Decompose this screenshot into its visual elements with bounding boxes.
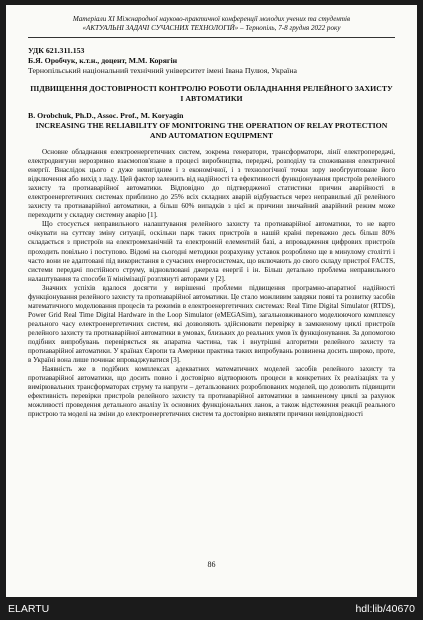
repository-label: ELARTU bbox=[8, 603, 50, 615]
udc-code: УДК 621.311.153 bbox=[28, 46, 85, 55]
page-number: 86 bbox=[207, 560, 216, 569]
authors-en: B. Orobchuk, Ph.D., Assoc. Prof., M. Koryagin bbox=[28, 111, 184, 120]
body-paragraph-3: Значних успіхів вдалося досягти у вирішенні проблеми підвищення програмно-апаратної надійності функціонування релейного захисту та протиаварійної автоматики. Це стало можливим завдяки появі та розвитку засобів математичного моделювання процесів та режимів в електроенергетичних системах: Real Time Digital Simulator (RTDS), Power Grid Real Time Digital Hardware in the Loop Simulator (eMEGASim), загальновживаного моделюючого комплексу реального часу електроенергетичних систем, які дозволяють здійснювати перевірку в замкненому циклі пристроїв релейного захисту та протиаварійної автоматики в умовах, близьких до реальних умов їх функціонування. За допомогою подібних випробувань перевіряється як апаратна частина, так і внутрішні алгоритми релейного захисту та протиаварійної автоматики. У країнах Європи та Америки практика таких випробувань розвинена досить широко, проте, в Україні вона лише починає впроваджуватися [3]. bbox=[28, 283, 395, 365]
conference-header-line1: Матеріали XI Міжнародної науково-практичної конференції молодих учених та студентів bbox=[72, 15, 351, 23]
title-en: INCREASING THE RELIABILITY OF MONITORING THE OPERATION OF RELAY PROTECTION AND AUTOMATION EQUIPMENT bbox=[35, 121, 388, 140]
conference-header bbox=[28, 15, 395, 38]
title-uk: ПІДВИЩЕННЯ ДОСТОВІРНОСТІ КОНТРОЛЮ РОБОТИ ОБЛАДНАННЯ РЕЛЕЙНОГО ЗАХИСТУ І АВТОМАТИКИ bbox=[30, 84, 393, 103]
conference-header-line2: «АКТУАЛЬНІ ЗАДАЧІ СУЧАСНИХ ТЕХНОЛОГІЙ» – Тернопіль, 7-8 грудня 2022 року bbox=[82, 24, 341, 32]
body-paragraph-4: Наявність же в подібних комплексах адекватних математичних моделей засобів релейного захисту та протиаварійної автоматики, що досить повно і достовірно відтворюють процеси в конкретних їх реалізаціях та у вимірювальних трансформаторах струму та напруги – детальзованих розроблюваних моделей, що дозволить підвищити ефективність перевірки пристроїв релейного захисту та протиаварійної автоматики в замкненому циклі за рахунок можливості проведення детального аналізу їх основних функціональних ланок, а також відстеження реакції реального пристрою та моделі на зміни до електроенергетичних систем та достовірно виявляти причини невідповідності bbox=[28, 365, 395, 419]
body-paragraph-1: Основне обладнання електроенергетичних систем, зокрема генератори, трансформатори, лінії електропередачі, електродвигуни нерозривно взаємопов'язане в процесі виробництва, передачі, розподілу та споживання електричної енергії. Внаслідок цього є дуже невигідним і з економічної, і з технологічної точки зору необгрунтоване його відключення або вихід з ладу. Цей фактор залежить від надійності та ефективності функціонування пристроїв релейного захисту та протиаварійної автоматики. Відповідно до підтвердженої статистики причин аварійності в електроенергетичних системах приблизно до 25% всіх складних аварій відбувається через неправильні дії релейного захисту та протиаварійної автоматики, а більш 60% випадків з цієї ж причини звичайний аварійний режим може переходити у складну системну аварію [1]. bbox=[28, 148, 395, 220]
viewer-footer-bar bbox=[0, 600, 423, 620]
handle-identifier: hdl:lib/40670 bbox=[355, 603, 415, 615]
body-paragraph-2: Що стосується неправильного налаштування релейного захисту та протиаварійної автоматики, то не варто очікувати на суттєву зміну ситуації, оскільки парк таких пристроїв в нашій країні переважно десь більш 80% складається з пристроїв на електромеханічній та електронній елементній базі, а впровадження цифрових пристроїв проходить повільно і поступово. Відомі на сьогодні методики розрахунку уставок розроблено ще в минулому столітті і часто вони не адаптовані під використання в сучасних енергосистемах, що включають до свого складу пристрої FACTS, системи передачі постійного струму, відновлювані джерела енергії і ін. Більш детально проблема неправильного налаштування та способи її мінімізації розглянуті авторами у [2]. bbox=[28, 220, 395, 283]
authors-uk: Б.Я. Оробчук, к.т.н., доцент, М.М. Корягін bbox=[28, 56, 178, 65]
affiliation: Тернопільський національний технічний університет імені Івана Пулюя, Україна bbox=[28, 66, 297, 75]
document-page bbox=[6, 5, 417, 597]
article-content bbox=[28, 46, 395, 419]
